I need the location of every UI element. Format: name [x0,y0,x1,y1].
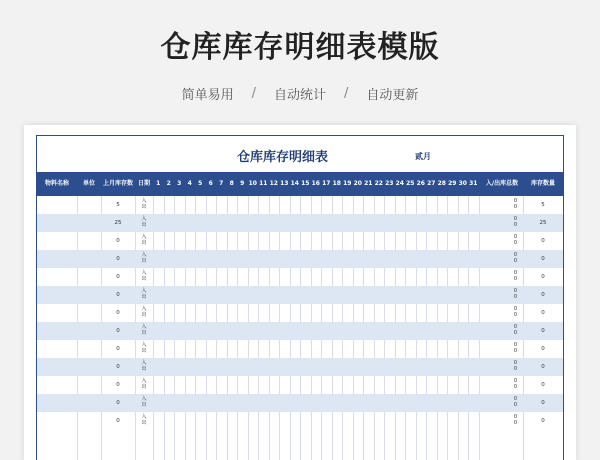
out-total: 0 [513,294,517,300]
out-label: 出 [141,402,147,408]
table-row[interactable] [37,322,563,340]
stock-value[interactable]: 0 [541,382,545,388]
table-row[interactable] [37,340,563,358]
io-total-values [481,394,523,412]
out-total: 0 [513,312,517,318]
header-day: 25 [406,180,415,187]
io-total-values [481,214,523,232]
in-label: 入 [141,216,147,222]
in-label: 入 [141,324,147,330]
out-total: 0 [513,384,517,390]
in-out-labels [135,358,153,378]
in-total: 0 [513,360,517,366]
last-month-value[interactable]: 0 [116,238,120,244]
in-total: 0 [513,252,517,258]
in-out-labels [135,286,153,306]
table-row[interactable] [37,214,563,232]
header-unit: 单位 [82,180,95,187]
header-day: 9 [240,180,245,187]
header-day: 23 [385,180,394,187]
in-label: 入 [141,306,147,312]
table-title-row [37,136,563,173]
stock-value[interactable]: 0 [541,346,545,352]
in-label: 入 [141,252,147,258]
header-day: 26 [416,180,425,187]
out-total: 0 [513,222,517,228]
out-label: 出 [141,366,147,372]
header-day: 1 [156,180,161,187]
out-label: 出 [141,222,147,228]
out-total: 0 [513,366,517,372]
stock-value[interactable]: 5 [541,202,545,208]
in-label: 入 [141,360,147,366]
in-out-labels [135,412,153,432]
last-month-value[interactable]: 0 [116,310,120,316]
in-label: 入 [141,198,147,204]
io-total-values [481,196,523,214]
in-label: 入 [141,396,147,402]
io-total-values [481,268,523,286]
last-month-value[interactable]: 0 [116,400,120,406]
header-day: 30 [458,180,467,187]
in-label: 入 [141,378,147,384]
out-total: 0 [513,258,517,264]
out-label: 出 [141,384,147,390]
header-day: 4 [187,180,192,187]
last-month-value[interactable]: 0 [116,364,120,370]
header-day: 7 [219,180,224,187]
header-stock: 库存数量 [530,180,555,187]
out-label: 出 [141,204,147,210]
io-total-values [481,340,523,358]
out-label: 出 [141,240,147,246]
header-date: 日期 [137,180,150,187]
io-total-values [481,358,523,376]
header-day: 8 [229,180,234,187]
last-month-value[interactable]: 5 [116,202,120,208]
in-out-labels [135,232,153,252]
out-total: 0 [513,330,517,336]
header-day: 19 [343,180,352,187]
spreadsheet-preview [24,125,576,460]
last-month-value[interactable]: 0 [116,418,120,424]
feature-auto-stats: 自动统计 [273,88,326,103]
month-label[interactable]: 贰月 [415,152,431,161]
io-total-values [481,322,523,340]
in-total: 0 [513,288,517,294]
header-day: 17 [322,180,331,187]
table-header [37,172,563,196]
in-out-labels [135,394,153,414]
in-out-labels [135,376,153,396]
header-day: 5 [198,180,203,187]
header-day: 13 [280,180,289,187]
out-label: 出 [141,330,147,336]
table-row[interactable] [37,232,563,250]
table-row[interactable] [37,268,563,286]
out-total: 0 [513,240,517,246]
page-title: 仓库库存明细表模版 [160,30,440,65]
last-month-value[interactable]: 0 [116,292,120,298]
last-month-value[interactable]: 0 [116,256,120,262]
table-title: 仓库库存明细表 [237,150,329,165]
header-day: 10 [248,180,257,187]
feature-easy: 简单易用 [181,88,234,103]
header-day: 28 [437,180,446,187]
header-day: 12 [269,180,278,187]
io-total-values [481,286,523,304]
header-day: 11 [259,180,268,187]
header-day: 2 [166,180,171,187]
in-total: 0 [513,198,517,204]
in-out-labels [135,196,153,216]
stock-value[interactable]: 0 [541,328,545,334]
stock-value[interactable]: 0 [541,418,545,424]
inventory-table [36,135,564,460]
out-label: 出 [141,294,147,300]
out-label: 出 [141,420,147,426]
out-total: 0 [513,204,517,210]
out-label: 出 [141,312,147,318]
io-total-values [481,304,523,322]
header-day: 20 [353,180,362,187]
in-label: 入 [141,270,147,276]
feature-auto-update: 自动更新 [366,88,419,103]
feature-list [0,84,600,103]
in-total: 0 [513,324,517,330]
in-total: 0 [513,396,517,402]
table-row[interactable] [37,250,563,268]
last-month-value[interactable]: 0 [116,346,120,352]
stock-value[interactable]: 0 [541,310,545,316]
table-row[interactable] [37,358,563,376]
table-row[interactable] [37,376,563,394]
out-label: 出 [141,348,147,354]
stock-value[interactable]: 0 [541,238,545,244]
header-name: 物料名称 [44,180,69,187]
last-month-value[interactable]: 25 [114,220,122,226]
table-row[interactable] [37,286,563,304]
out-total: 0 [513,402,517,408]
stock-value[interactable]: 0 [541,292,545,298]
in-out-labels [135,268,153,288]
in-total: 0 [513,234,517,240]
last-month-value[interactable]: 0 [116,328,120,334]
header-day: 22 [374,180,383,187]
in-total: 0 [513,342,517,348]
out-total: 0 [513,348,517,354]
in-label: 入 [141,342,147,348]
stock-value[interactable]: 0 [541,364,545,370]
io-total-values [481,376,523,394]
in-total: 0 [513,414,517,420]
header-day: 27 [427,180,436,187]
in-label: 入 [141,414,147,420]
separator: / [344,86,349,101]
stock-value[interactable]: 0 [541,274,545,280]
header-day: 24 [395,180,404,187]
in-out-labels [135,250,153,270]
out-label: 出 [141,258,147,264]
out-label: 出 [141,276,147,282]
in-out-labels [135,322,153,342]
header-last-month: 上月库存数 [102,180,133,187]
out-total: 0 [513,276,517,282]
header-day: 31 [469,180,478,187]
header-day: 14 [290,180,299,187]
out-total: 0 [513,420,517,426]
separator: / [251,86,256,101]
in-total: 0 [513,378,517,384]
in-total: 0 [513,216,517,222]
table-row[interactable] [37,412,563,430]
table-row[interactable] [37,196,563,214]
last-month-value[interactable]: 0 [116,382,120,388]
header-day: 16 [311,180,320,187]
header-day: 3 [177,180,182,187]
io-total-values [481,232,523,250]
in-out-labels [135,214,153,234]
in-label: 入 [141,288,147,294]
header-day: 18 [332,180,341,187]
table-row[interactable] [37,304,563,322]
in-total: 0 [513,270,517,276]
io-total-values [481,412,523,430]
in-total: 0 [513,306,517,312]
last-month-value[interactable]: 0 [116,274,120,280]
stock-value[interactable]: 25 [539,220,547,226]
header-day: 21 [364,180,373,187]
header-day: 6 [208,180,213,187]
header-day: 15 [301,180,310,187]
header-day: 29 [448,180,457,187]
io-total-values [481,250,523,268]
table-row[interactable] [37,394,563,412]
stock-value[interactable]: 0 [541,256,545,262]
in-out-labels [135,304,153,324]
in-out-labels [135,340,153,360]
in-label: 入 [141,234,147,240]
stock-value[interactable]: 0 [541,400,545,406]
header-io-total: 入/出库总数 [485,180,519,187]
